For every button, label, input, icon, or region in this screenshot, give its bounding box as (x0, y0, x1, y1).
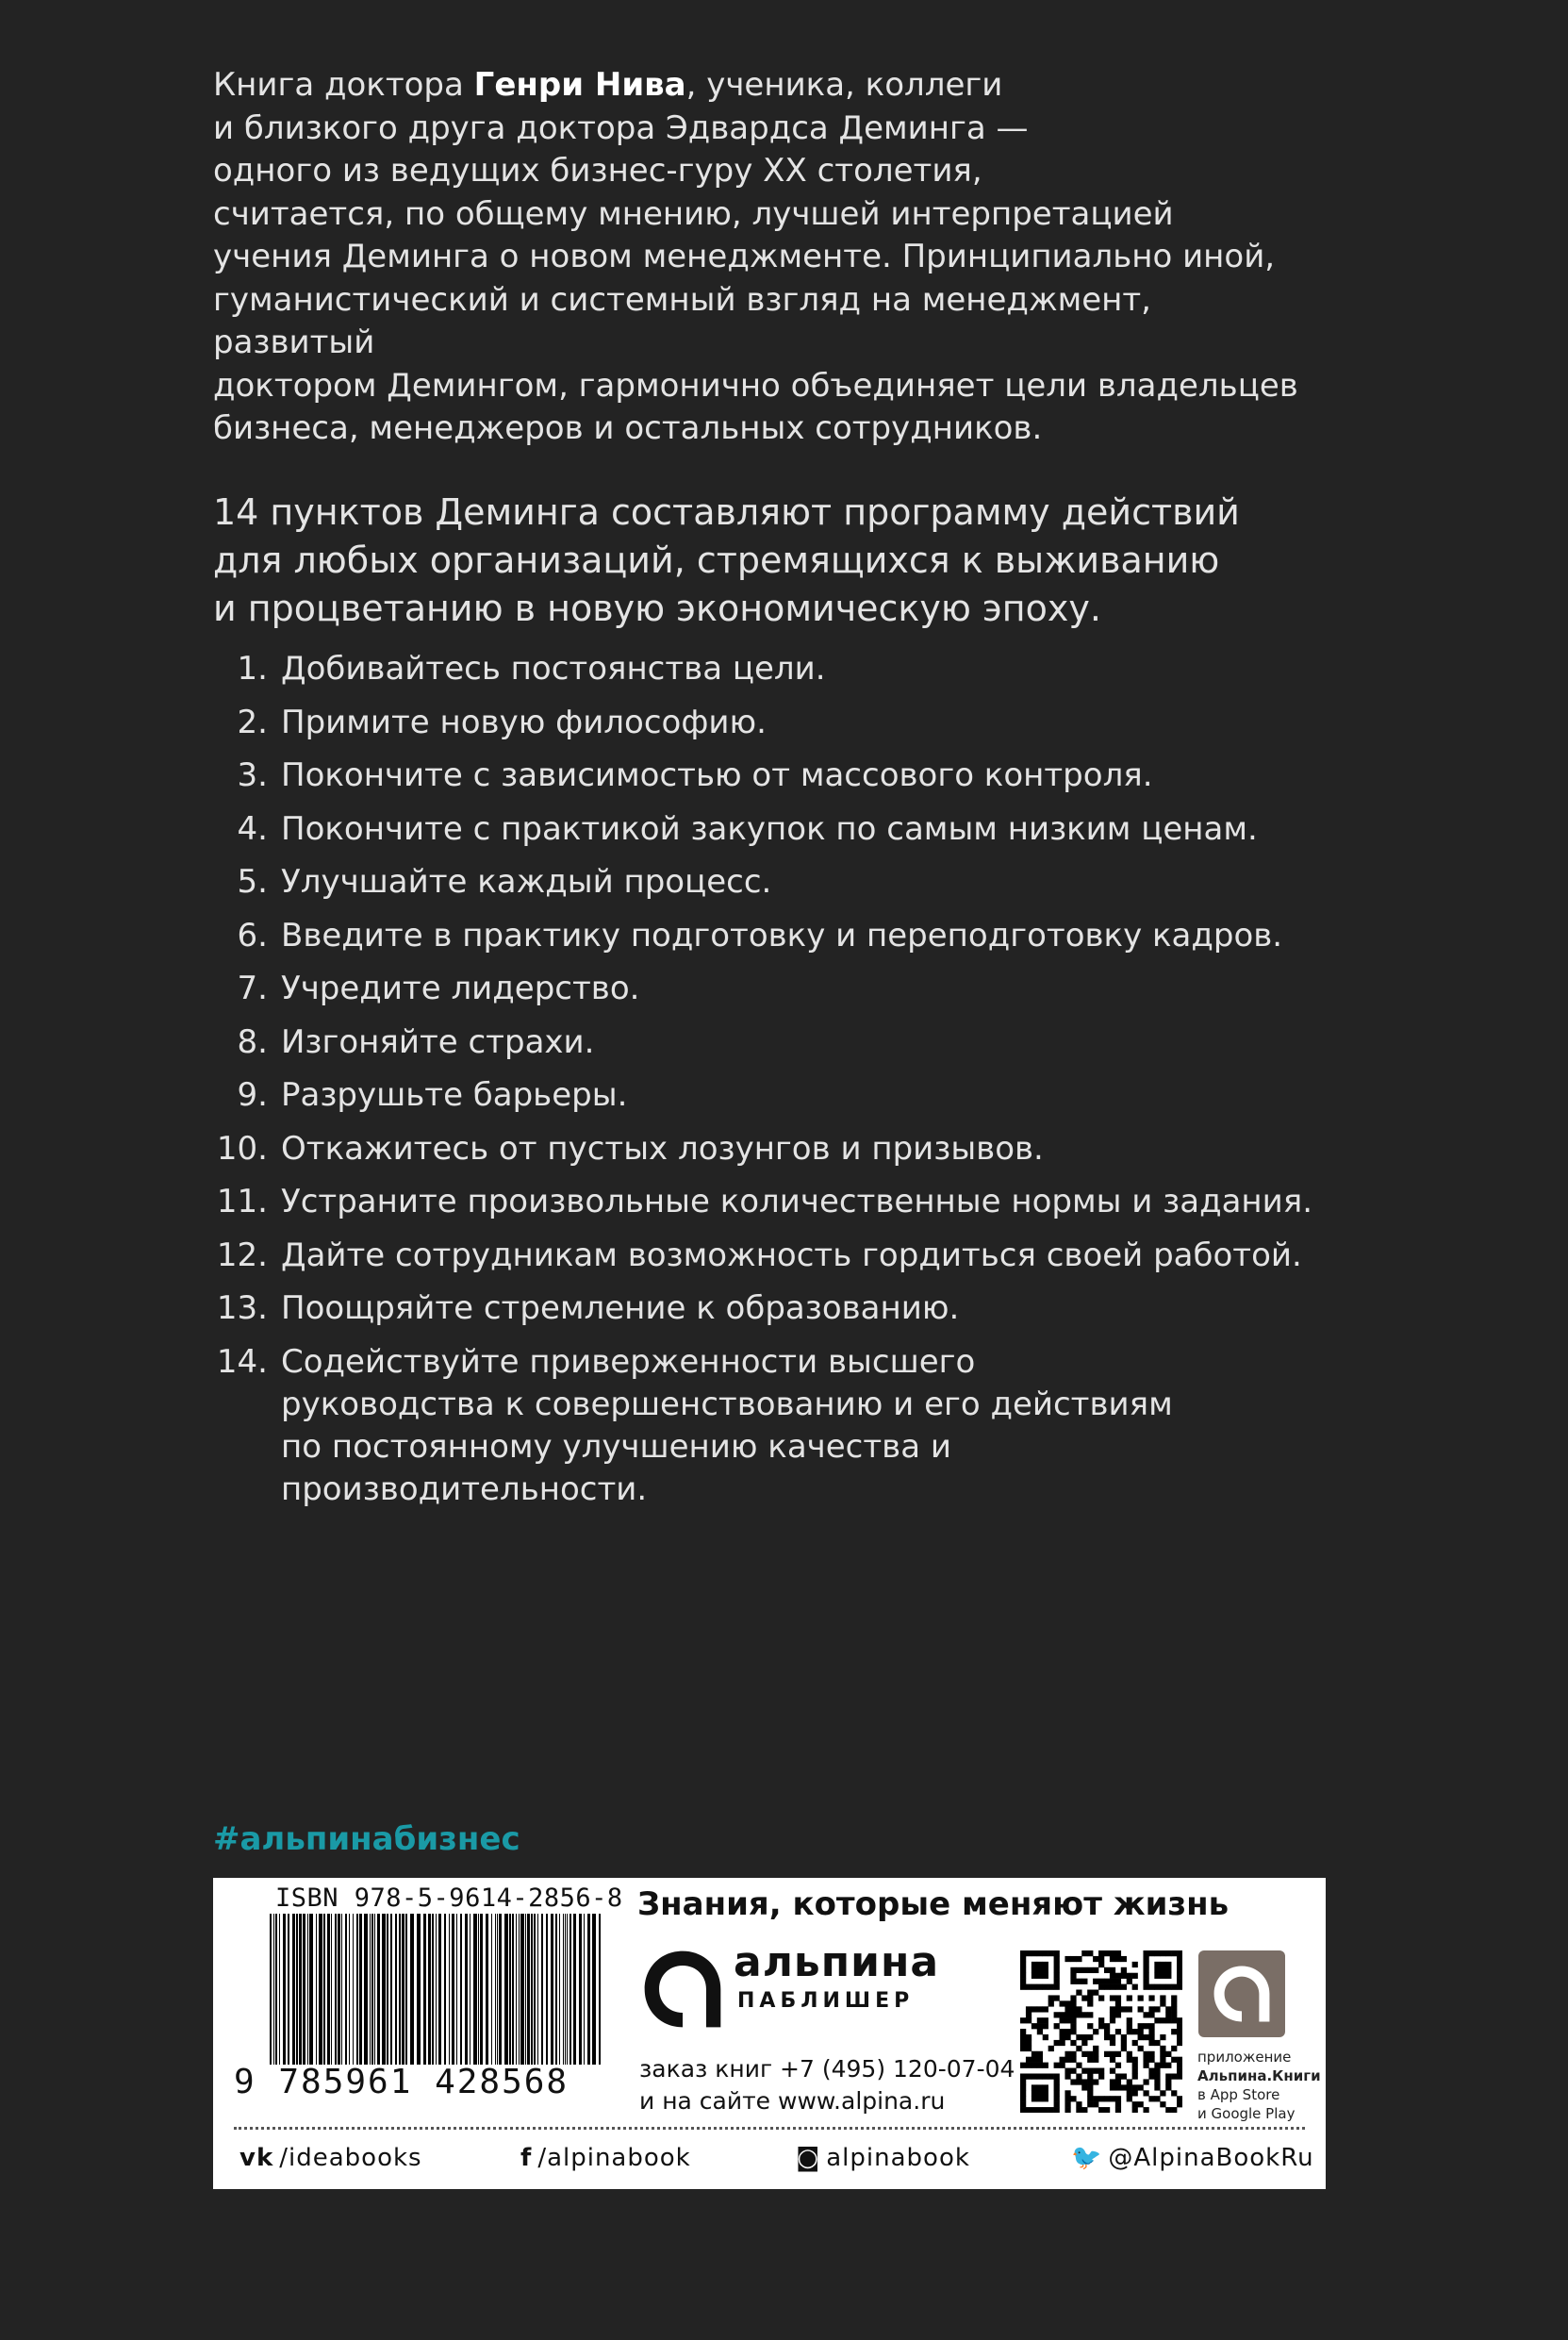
brand-subtitle: ПАБЛИШЕР (737, 1989, 915, 2013)
list-item: 4. Покончите с практикой закупок по самым низким ценам. (237, 809, 1258, 848)
list-item: 2. Примите новую философию. (237, 703, 767, 741)
instagram-icon: ◙ (796, 2144, 821, 2172)
social-facebook[interactable]: f /alpinabook (520, 2144, 691, 2172)
social-twitter[interactable]: 🐦 @AlpinaBookRu (1071, 2144, 1314, 2172)
vk-icon: vk (239, 2144, 274, 2172)
list-item: 14. Содействуйте приверженности высшего руководства к совершенствованию и его действиям по постоянному улучшению качества и производительности. (216, 1342, 1173, 1508)
app-info: приложение Альпина.Книги в App Store и Google Play (1197, 2049, 1321, 2122)
publisher-panel (213, 1878, 1326, 2189)
qr-code-icon[interactable] (1020, 1950, 1182, 2113)
list-item: 5. Улучшайте каждый процесс. (237, 863, 772, 901)
hashtag[interactable]: #альпинабизнес (213, 1820, 520, 1858)
list-item: 7. Учредите лидерство. (237, 970, 640, 1007)
list-item: 11. Устраните произвольные количественные нормы и задания. (216, 1183, 1313, 1220)
intro-line: учения Деминга о новом менеджменте. Принципиально иной, (213, 238, 1276, 275)
brand-name: альпина (734, 1938, 940, 1986)
author-name: Генри Нива (473, 66, 686, 104)
social-instagram[interactable]: ◙ alpinabook (796, 2144, 970, 2172)
intro-line: бизнеса, менеджеров и остальных сотрудников. (213, 409, 1043, 447)
list-item: 13. Поощряйте стремление к образованию. (216, 1289, 960, 1327)
ean-number: 9 785961 428568 (234, 2063, 569, 2101)
order-info (639, 2053, 1015, 2117)
dotted-divider (234, 2127, 1305, 2130)
intro-line: доктором Демингом, гармонично объединяет цели владельцев (213, 366, 1298, 405)
points-intro-line: для любых организаций, стремящихся к выживанию (213, 539, 1220, 581)
intro-text (213, 64, 1307, 451)
points-intro-line: 14 пунктов Деминга составляют программу действий (213, 491, 1240, 533)
list-item: 10. Откажитесь от пустых лозунгов и призывов. (216, 1129, 1044, 1168)
twitter-icon: 🐦 (1071, 2144, 1103, 2172)
alpina-app-logo-icon (1198, 1950, 1285, 2037)
list-item: 12. Дайте сотрудникам возможность гордиться своей работой. (216, 1236, 1302, 1274)
facebook-icon: f (520, 2144, 533, 2172)
intro-line: гуманистический и системный взгляд на менеджмент, развитый (213, 280, 1151, 361)
points-intro-line: и процветанию в новую экономическую эпоху. (213, 588, 1101, 629)
intro-line: Книга доктора Генри Нива, ученика, коллеги (213, 66, 1003, 104)
alpina-logo-icon (637, 1944, 728, 2034)
app-icon[interactable] (1198, 1950, 1285, 2037)
order-website[interactable]: и на сайте www.alpina.ru (639, 2087, 946, 2115)
social-vk[interactable]: vk /ideabooks (239, 2144, 422, 2172)
list-item: 6. Введите в практику подготовку и переподготовку кадров. (237, 916, 1283, 954)
social-links (213, 2144, 1326, 2178)
intro-line: одного из ведущих бизнес-гуру XX столетия, (213, 152, 982, 190)
slogan: Знания, которые меняют жизнь (637, 1885, 1230, 1923)
barcode-icon (268, 1914, 607, 2065)
list-item: 8. Изгоняйте страхи. (237, 1022, 595, 1061)
deming-points-list (213, 648, 1345, 1521)
intro-line: и близкого друга доктора Эдвардса Деминга — (213, 108, 1029, 147)
order-phone[interactable]: заказ книг +7 (495) 120-07-04 (639, 2055, 1015, 2083)
list-item: 1. Добивайтесь постоянства цели. (237, 650, 826, 688)
isbn: ISBN 978-5-9614-2856-8 (275, 1884, 623, 1913)
intro-line: считается, по общему мнению, лучшей интерпретацией (213, 194, 1174, 233)
list-item: 3. Покончите с зависимостью от массового контроля. (237, 756, 1153, 794)
points-intro (213, 489, 1345, 633)
list-item: 9. Разрушьте барьеры. (237, 1076, 628, 1114)
